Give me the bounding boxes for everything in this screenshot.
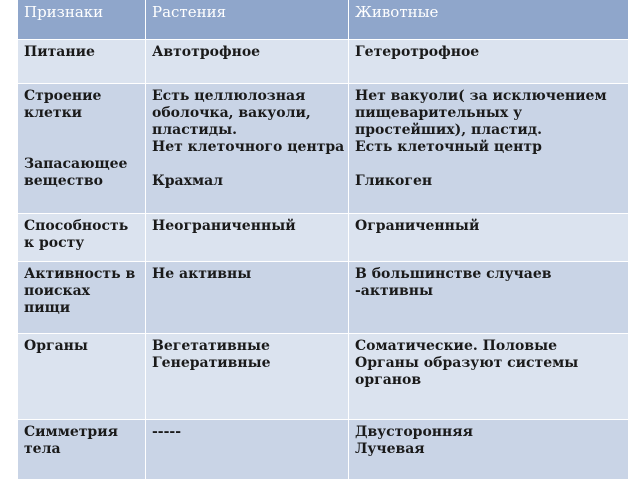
table-row	[18, 334, 628, 420]
table-row	[18, 40, 628, 84]
animals-cell: Ограниченный	[348, 214, 628, 262]
plants-cell: Вегетативные Генеративные	[145, 334, 348, 420]
comparison-table	[18, 0, 628, 480]
plants-cell: Есть целлюлозная оболочка, вакуоли, пластиды. Нет клеточного центра Крахмал	[145, 84, 348, 214]
animals-cell: Гетеротрофное	[348, 40, 628, 84]
feature-cell: Способность к росту	[18, 214, 145, 262]
animals-cell: Двусторонняя Лучевая	[348, 420, 628, 480]
table-row	[18, 84, 628, 214]
animals-cell: В большинстве случаев -активны	[348, 262, 628, 334]
feature-cell: Активность в поисках пищи	[18, 262, 145, 334]
animals-cell: Соматические. Половые Органы образуют системы органов	[348, 334, 628, 420]
feature-cell: Питание	[18, 40, 145, 84]
header-plants: Растения	[145, 0, 348, 40]
plants-cell: Не активны	[145, 262, 348, 334]
table-header-row	[18, 0, 628, 40]
table-row	[18, 214, 628, 262]
plants-cell: Автотрофное	[145, 40, 348, 84]
header-features: Признаки	[18, 0, 145, 40]
table-row	[18, 262, 628, 334]
feature-cell: Органы	[18, 334, 145, 420]
header-animals: Животные	[348, 0, 628, 40]
plants-cell: Неограниченный	[145, 214, 348, 262]
table-row	[18, 420, 628, 480]
feature-cell: Симметрия тела	[18, 420, 145, 480]
feature-cell: Строение клетки Запасающее вещество	[18, 84, 145, 214]
plants-cell: -----	[145, 420, 348, 480]
animals-cell: Нет вакуоли( за исключением пищеварительных у простейших), пластид. Есть клеточный центр Гликоген	[348, 84, 628, 214]
